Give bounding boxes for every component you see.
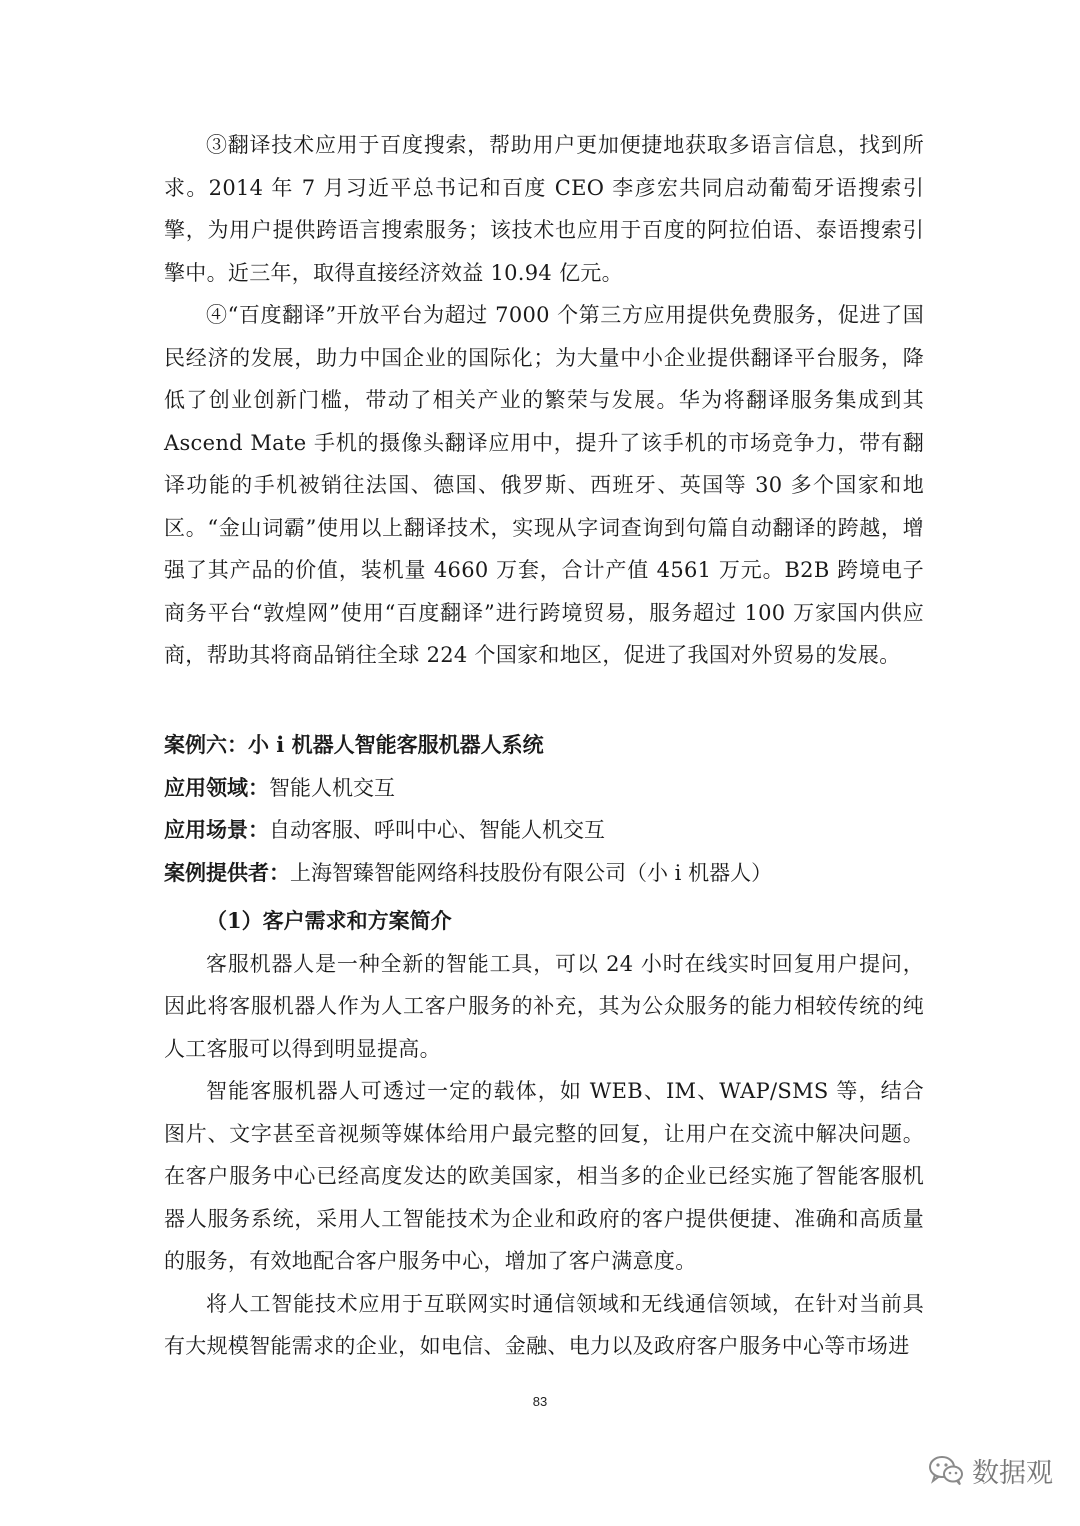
case-header bbox=[164, 724, 924, 894]
case-provider-label: 案例提供者： bbox=[164, 859, 290, 885]
top-paragraphs bbox=[164, 124, 924, 677]
watermark-text: 数据观 bbox=[972, 1457, 1053, 1489]
section-body bbox=[164, 900, 924, 1368]
application-field bbox=[164, 767, 924, 810]
paragraph-baidu-translate-platform: ④“百度翻译”开放平台为超过 7000 个第三方应用提供免费服务，促进了国民经济的发展，助力中国企业的国际化；为大量中小企业提供翻译平台服务，降低了创业创新门槛，带动了相关产业的繁荣与发展。华为将翻译服务集成到其 Ascend Mate 手机的摄像头翻译应用中，提升了该手机的市场竞争力，带有翻译功能的手机被销往法国、德国、俄罗斯、西班牙、英国等 30 多个国家和地区。“金山词霸”使用以上翻译技术，实现从字词查询到句篇自动翻译的跨越，增强了其产品的价值，装机量 4660 万套，合计产值 4561 万元。B2B 跨境电子商务平台“敦煌网”使用“百度翻译”进行跨境贸易，服务超过 100 万家国内供应商，帮助其将商品销往全球 224 个国家和地区，促进了我国对外贸易的发展。 bbox=[164, 303, 924, 667]
watermark bbox=[928, 1450, 1053, 1490]
section-heading: （1）客户需求和方案简介 bbox=[206, 908, 452, 933]
paragraph-ai-communication: 将人工智能技术应用于互联网实时通信领域和无线通信领域，在针对当前具有大规模智能需求的企业，如电信、金融、电力以及政府客户服务中心等市场进 bbox=[164, 1291, 924, 1358]
case-provider bbox=[164, 852, 924, 895]
paragraph-baidu-search: ③翻译技术应用于百度搜索，帮助用户更加便捷地获取多语言信息，找到所求。2014 年 7 月习近平总书记和百度 CEO 李彦宏共同启动葡萄牙语搜索引擎，为用户提供跨语言搜索服务；该技术也应用于百度的阿拉伯语、泰语搜索引擎中。近三年，取得直接经济效益 10.94 亿元。 bbox=[164, 133, 924, 285]
case-provider-value: 上海智臻智能网络科技股份有限公司（小 i 机器人） bbox=[290, 860, 773, 885]
page-number: 83 bbox=[532, 1394, 548, 1409]
wechat-icon bbox=[928, 1454, 964, 1486]
application-scene-label: 应用场景： bbox=[164, 817, 269, 842]
application-field-value: 智能人机交互 bbox=[269, 775, 395, 800]
paragraph-service-robot-channels: 智能客服机器人可透过一定的载体，如 WEB、IM、WAP/SMS 等，结合图片、文字甚至音视频等媒体给用户最完整的回复，让用户在交流中解决问题。在客户服务中心已经高度发达的欧美国家，相当多的企业已经实施了智能客服机器人服务系统，采用人工智能技术为企业和政府的客户提供便捷、准确和高质量的服务，有效地配合客户服务中心，增加了客户满意度。 bbox=[164, 1079, 924, 1273]
paragraph-service-robot-intro: 客服机器人是一种全新的智能工具，可以 24 小时在线实时回复用户提问，因此将客服机器人作为人工客户服务的补充，其为公众服务的能力相较传统的纯人工客服可以得到明显提高。 bbox=[164, 951, 924, 1061]
application-field-label: 应用领域： bbox=[164, 774, 269, 800]
case-title: 案例六：小 i 机器人智能客服机器人系统 bbox=[164, 732, 544, 757]
application-scene bbox=[164, 809, 924, 852]
application-scene-value: 自动客服、呼叫中心、智能人机交互 bbox=[269, 818, 605, 842]
